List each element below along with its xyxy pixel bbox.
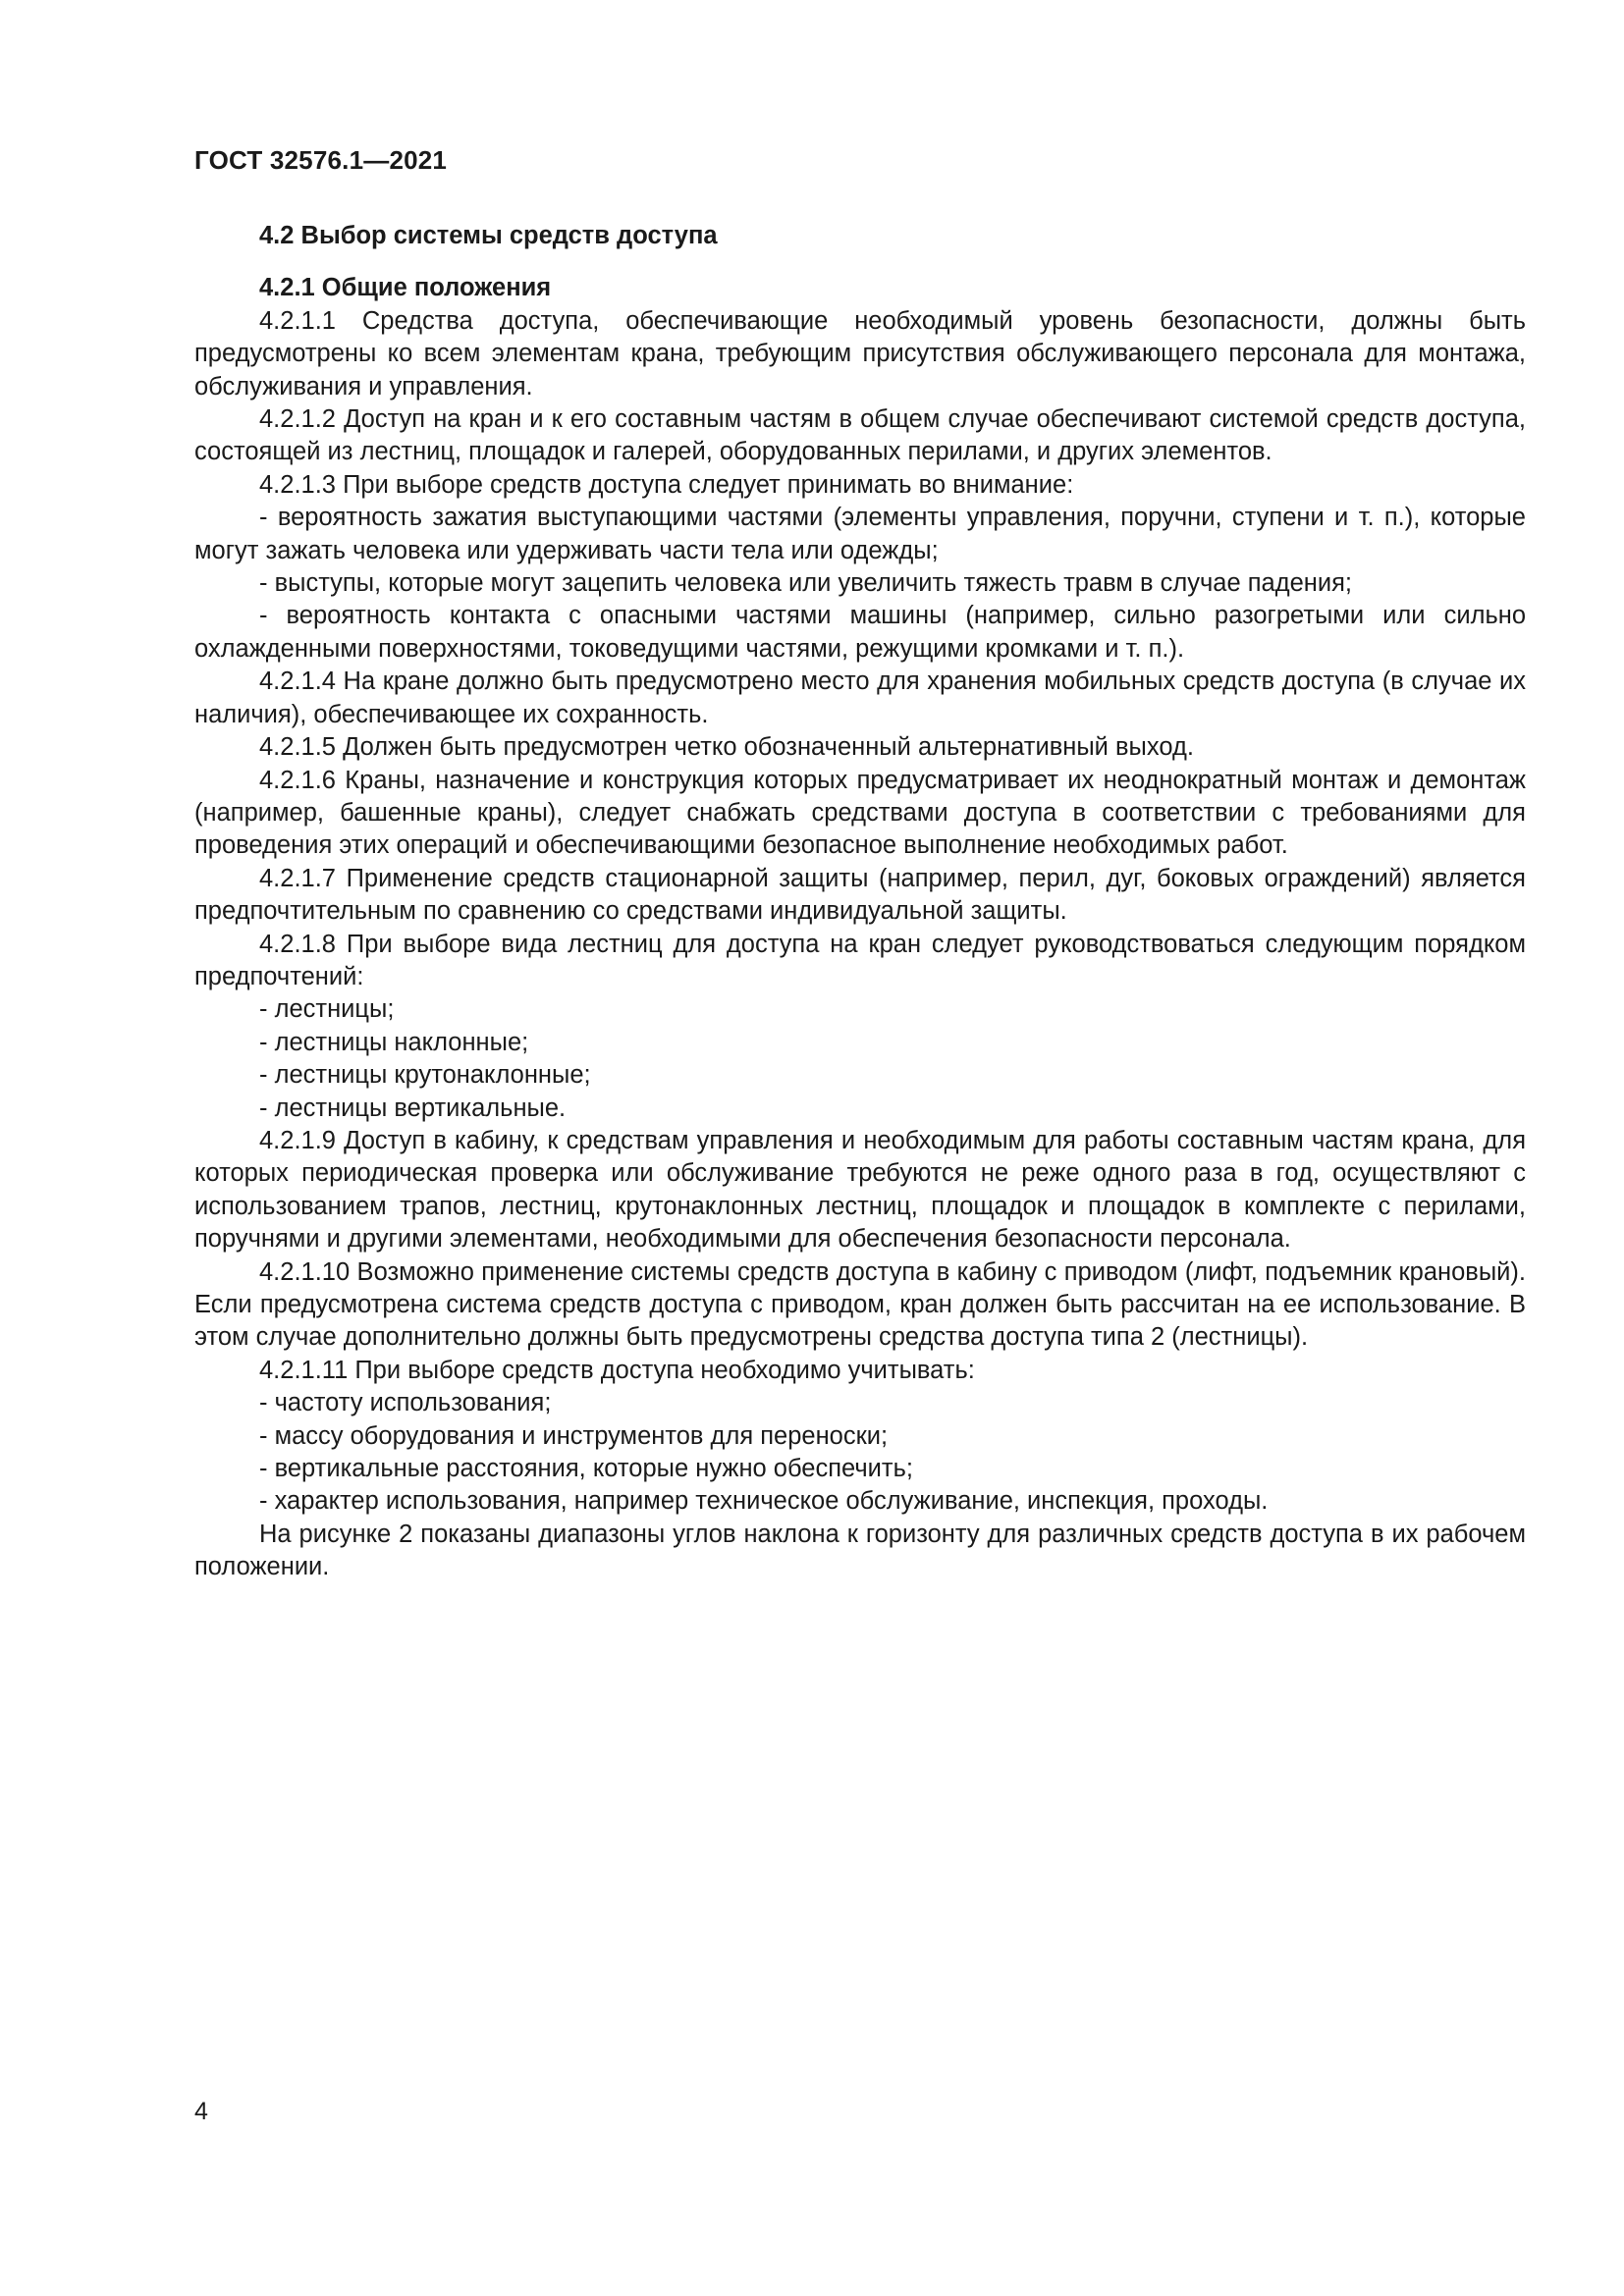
section-title: 4.2 Выбор системы средств доступа — [259, 222, 718, 249]
list-item: - лестницы крутонаклонные; — [259, 1061, 591, 1090]
page-number: 4 — [194, 2098, 208, 2125]
list-item: - частоту использования; — [259, 1389, 552, 1417]
paragraph-figure-reference: На рисунке 2 показаны диапазоны углов наклона к горизонту для различных средств доступа в их рабочем положении. — [194, 1520, 1526, 1581]
paragraph-4-2-1-9: 4.2.1.9 Доступ в кабину, к средствам управления и необходимым для работы составным частям крана, для которых периодическая проверка или обслуживание требуются не реже одного раза в год, осуществляют с использованием трапов, лестниц, крутонаклонных лестниц, площадок и площадок в комплекте с перилами, поручнями и другими элементами, необходимыми для обеспечения безопасности персонала. — [194, 1126, 1526, 1254]
list-item: - характер использования, например техническое обслуживание, инспекция, проходы. — [259, 1487, 1269, 1516]
list-item: - лестницы; — [259, 995, 395, 1024]
list-item: - массу оборудования и инструментов для переноски; — [259, 1421, 889, 1450]
document-body — [194, 220, 1526, 1584]
paragraph-4-2-1-8: 4.2.1.8 При выборе вида лестниц для доступа на кран следует руководствоваться следующим порядком предпочтений: — [194, 930, 1526, 990]
paragraph-4-2-1-11: 4.2.1.11 При выборе средств доступа необходимо учитывать: — [259, 1356, 975, 1384]
list-item: - вероятность зажатия выступающими частями (элементы управления, поручни, ступени и т. п.), которые могут зажать человека или удерживать части тела или одежды; — [194, 504, 1526, 564]
paragraph-4-2-1-4: 4.2.1.4 На кране должно быть предусмотрено место для хранения мобильных средств доступа (в случае их наличия), обеспечивающее их сохранность. — [194, 667, 1526, 728]
paragraph-4-2-1-6: 4.2.1.6 Краны, назначение и конструкция которых предусматривает их неоднократный монтаж и демонтаж (например, башенные краны), следует снабжать средствами доступа в соответствии с требованиями для проведения этих операций и обеспечивающими безопасное выполнение необходимых работ. — [194, 766, 1526, 860]
list-item: - выступы, которые могут зацепить человека или увеличить тяжесть травм в случае падения; — [259, 569, 1352, 598]
list-item: - вероятность контакта с опасными частями машины (например, сильно разогретыми или сильно охлажденными поверхностями, токоведущими частями, режущими кромками и т. п.). — [194, 602, 1526, 663]
paragraph-4-2-1-1: 4.2.1.1 Средства доступа, обеспечивающие необходимый уровень безопасности, должны быть предусмотрены ко всем элементам крана, требующим присутствия обслуживающего персонала для монтажа, обслуживания и управления. — [194, 306, 1526, 400]
paragraph-4-2-1-5: 4.2.1.5 Должен быть предусмотрен четко обозначенный альтернативный выход. — [259, 733, 1194, 762]
document-code: ГОСТ 32576.1—2021 — [194, 145, 448, 175]
paragraph-4-2-1-3: 4.2.1.3 При выборе средств доступа следует принимать во внимание: — [259, 470, 1074, 499]
paragraph-4-2-1-7: 4.2.1.7 Применение средств стационарной защиты (например, перил, дуг, боковых ограждений) является предпочтительным по сравнению со средствами индивидуальной защиты. — [194, 864, 1526, 926]
paragraph-4-2-1-10: 4.2.1.10 Возможно применение системы средств доступа в кабину с приводом (лифт, подъемник крановый). Если предусмотрена система средств доступа с приводом, кран должен быть рассчитан на ее использование. В этом случае дополнительно должны быть предусмотрены средства доступа типа 2 (лестницы). — [194, 1257, 1526, 1352]
list-item: - лестницы вертикальные. — [259, 1094, 567, 1122]
list-item: - лестницы наклонные; — [259, 1028, 529, 1056]
subsection-title: 4.2.1 Общие положения — [259, 274, 552, 302]
paragraph-4-2-1-2: 4.2.1.2 Доступ на кран и к его составным частям в общем случае обеспечивают системой средств доступа, состоящей из лестниц, площадок и галерей, оборудованных перилами, и других элементов. — [194, 405, 1526, 466]
list-item: - вертикальные расстояния, которые нужно обеспечить; — [259, 1455, 913, 1483]
